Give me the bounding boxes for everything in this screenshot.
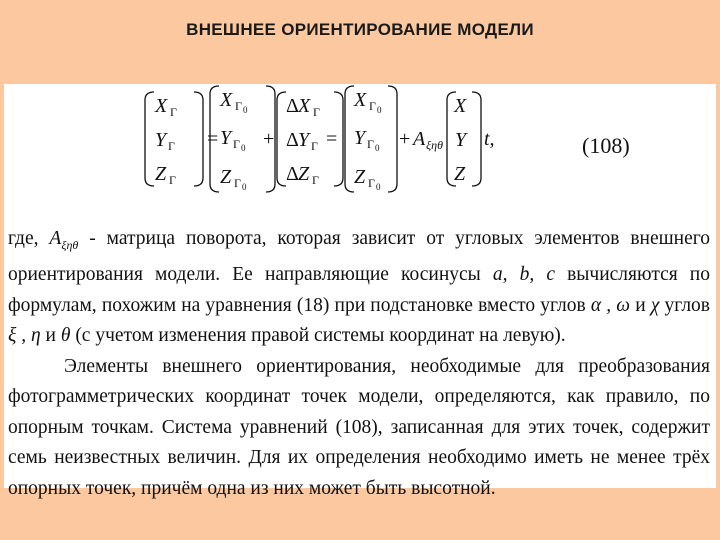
svg-text:=: = bbox=[207, 128, 219, 150]
svg-text:Y: Y bbox=[220, 127, 232, 149]
svg-text:X: X bbox=[354, 89, 367, 111]
svg-text:0: 0 bbox=[243, 105, 248, 115]
svg-text:0: 0 bbox=[376, 182, 381, 192]
svg-text:Г: Г bbox=[168, 139, 175, 153]
svg-text:Г: Г bbox=[235, 99, 242, 113]
svg-text:Z: Z bbox=[155, 163, 167, 185]
svg-text:Г: Г bbox=[368, 176, 375, 190]
paragraph-2: Элементы внешнего ориентирования, необходимые для преобразования фотограмметрических координат точек модели, определяются, как правило, по опорным точкам. Система уравнений (108), записанная для этих точек, содержит семь неизвестных величин. Для их определения необходимо иметь не менее трёх опорных точек, причём одна из них может быть высотной. bbox=[8, 355, 710, 499]
paragraph-1: где, $A_{\xi\eta\theta}$ - матрица поворота, которая зависит от угловых элементов внешнего ориентирования модели. Ее направляющие косинусы a, b, c вычисляются по формулам, похожим на уравнения (18) при подстановке вместо углов α , ω и χ углов ξ , η и θ (с учетом изменения правой системы координат на левую). bbox=[8, 228, 711, 347]
svg-text:0: 0 bbox=[242, 182, 247, 192]
vector-initial-coords-2 bbox=[345, 86, 397, 192]
document-page bbox=[4, 84, 716, 499]
svg-text:Г: Г bbox=[312, 173, 319, 187]
svg-text:Y: Y bbox=[155, 129, 167, 151]
slide-title: ВНЕШНЕЕ ОРИЕНТИРОВАНИЕ МОДЕЛИ bbox=[186, 20, 534, 39]
matrix-subscript: ξηθ bbox=[61, 237, 79, 252]
svg-text:0: 0 bbox=[375, 143, 380, 153]
svg-text:Y: Y bbox=[354, 127, 366, 149]
svg-text:Г: Г bbox=[311, 139, 318, 153]
svg-text:Δ: Δ bbox=[286, 129, 299, 151]
matrix-symbol: A bbox=[49, 228, 62, 249]
vector-model-coords bbox=[145, 92, 203, 187]
svg-text:Г: Г bbox=[234, 176, 241, 190]
svg-text:0: 0 bbox=[241, 143, 246, 153]
svg-text:Y: Y bbox=[455, 129, 467, 151]
svg-text:X: X bbox=[220, 89, 233, 111]
svg-text:Г: Г bbox=[233, 137, 240, 151]
svg-text:Z: Z bbox=[454, 163, 466, 185]
svg-text:Δ: Δ bbox=[286, 163, 299, 185]
vector-model-xyz bbox=[447, 92, 481, 186]
svg-text:+: + bbox=[263, 128, 275, 150]
svg-text:+: + bbox=[399, 128, 411, 150]
svg-text:=: = bbox=[326, 128, 338, 150]
body-text bbox=[8, 224, 710, 504]
equation-108 bbox=[4, 84, 716, 202]
svg-text:Г: Г bbox=[367, 137, 374, 151]
svg-text:Г: Г bbox=[169, 173, 176, 187]
svg-text:0: 0 bbox=[377, 105, 382, 115]
svg-text:X: X bbox=[155, 95, 168, 117]
svg-text:Г: Г bbox=[313, 105, 320, 119]
svg-text:Г: Г bbox=[170, 105, 177, 119]
svg-text:Y: Y bbox=[298, 129, 310, 151]
svg-text:X: X bbox=[298, 95, 311, 117]
svg-text:Z: Z bbox=[354, 166, 366, 188]
svg-text:Z: Z bbox=[220, 166, 232, 188]
svg-text:Δ: Δ bbox=[286, 95, 299, 117]
scale-factor-t: t, bbox=[484, 128, 495, 150]
svg-text:Z: Z bbox=[298, 163, 310, 185]
svg-text:X: X bbox=[454, 95, 467, 117]
rotation-matrix-subscript: ξηθ bbox=[426, 138, 443, 152]
rotation-matrix-symbol: A bbox=[413, 128, 426, 150]
equation-number: (108) bbox=[582, 133, 630, 158]
svg-text:Г: Г bbox=[369, 99, 376, 113]
